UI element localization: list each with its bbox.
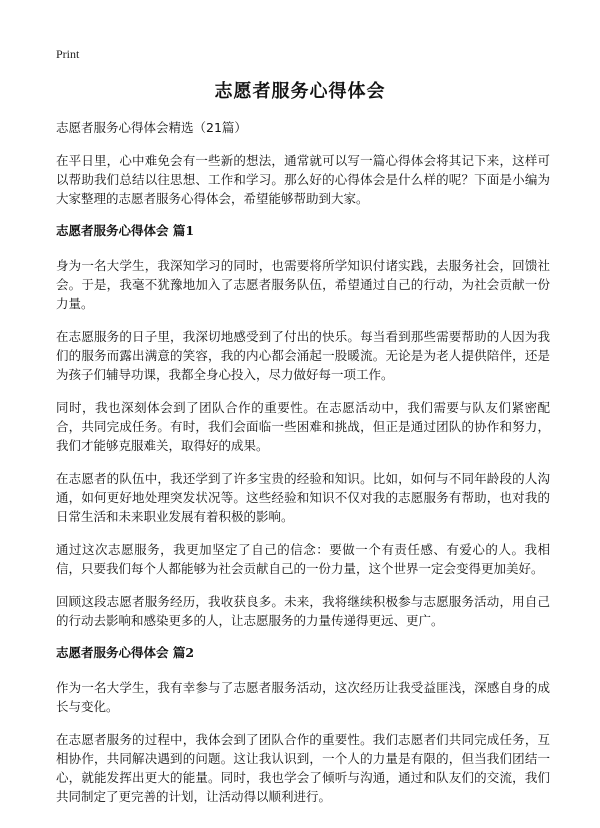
section-heading: 志愿者服务心得体会 篇1 [56,223,195,238]
document-subtitle: 志愿者服务心得体会精选（21篇） [56,120,247,135]
section-paragraph: 身为一名大学生，我深知学习的同时，也需要将所学知识付诸实践，去服务社会，回馈社会。于是，我毫不犹豫地加入了志愿者服务队伍，希望通过自己的行动，为社会贡献一份力量。 [56,258,550,311]
section-paragraph: 回顾这段志愿者服务经历，我收获良多。未来，我将继续积极参与志愿服务活动，用自己的行动去影响和感染更多的人，让志愿服务的力量传递得更远、更广。 [56,594,550,628]
section-paragraph: 在志愿者的队伍中，我还学到了许多宝贵的经验和知识。比如，如何与不同年龄段的人沟通，如何更好地处理突发状况等。这些经验和知识不仅对我的志愿服务有帮助，也对我的日常生活和未来职业发展有着积极的影响。 [56,471,550,524]
section-2 [56,644,550,806]
print-label: Print [56,47,80,61]
section-paragraph: 通过这次志愿服务，我更加坚定了自己的信念：要做一个有责任感、有爱心的人。我相信，只要我们每个人都能够为社会贡献自己的一份力量，这个世界一定会变得更加美好。 [56,542,550,576]
section-1 [56,222,550,630]
section-paragraph: 同时，我也深刻体会到了团队合作的重要性。在志愿活动中，我们需要与队友们紧密配合，共同完成任务。有时，我们会面临一些困难和挑战，但正是通过团队的协作和努力，我们才能够克服难关，取得好的成果。 [56,400,550,453]
intro-paragraph: 在平日里，心中难免会有一些新的想法，通常就可以写一篇心得体会将其记下来，这样可以帮助我们总结以往思想、工作和学习。那么好的心得体会是什么样的呢？下面是小编为大家整理的志愿者服务心得体会，希望能够帮助到大家。 [56,153,550,206]
document-title: 志愿者服务心得体会 [214,81,386,102]
section-heading: 志愿者服务心得体会 篇2 [56,645,195,660]
section-paragraph: 在志愿服务的日子里，我深切地感受到了付出的快乐。每当看到那些需要帮助的人因为我们的服务而露出满意的笑容，我的内心都会涌起一股暖流。无论是为老人提供陪伴，还是为孩子们辅导功课，我都全身心投入，尽力做好每一项工作。 [56,329,550,382]
section-paragraph: 在志愿者服务的过程中，我体会到了团队合作的重要性。我们志愿者们共同完成任务，互相协作，共同解决遇到的问题。这让我认识到，一个人的力量是有限的，但当我们团结一心，就能发挥出更大的能量。同时，我也学会了倾听与沟通，通过和队友们的交流，我们共同制定了更完善的计划，让活动得以顺利进行。 [56,732,550,804]
section-paragraph: 作为一名大学生，我有幸参与了志愿者服务活动，这次经历让我受益匪浅，深感自身的成长与变化。 [56,680,550,714]
document-body [56,120,550,820]
